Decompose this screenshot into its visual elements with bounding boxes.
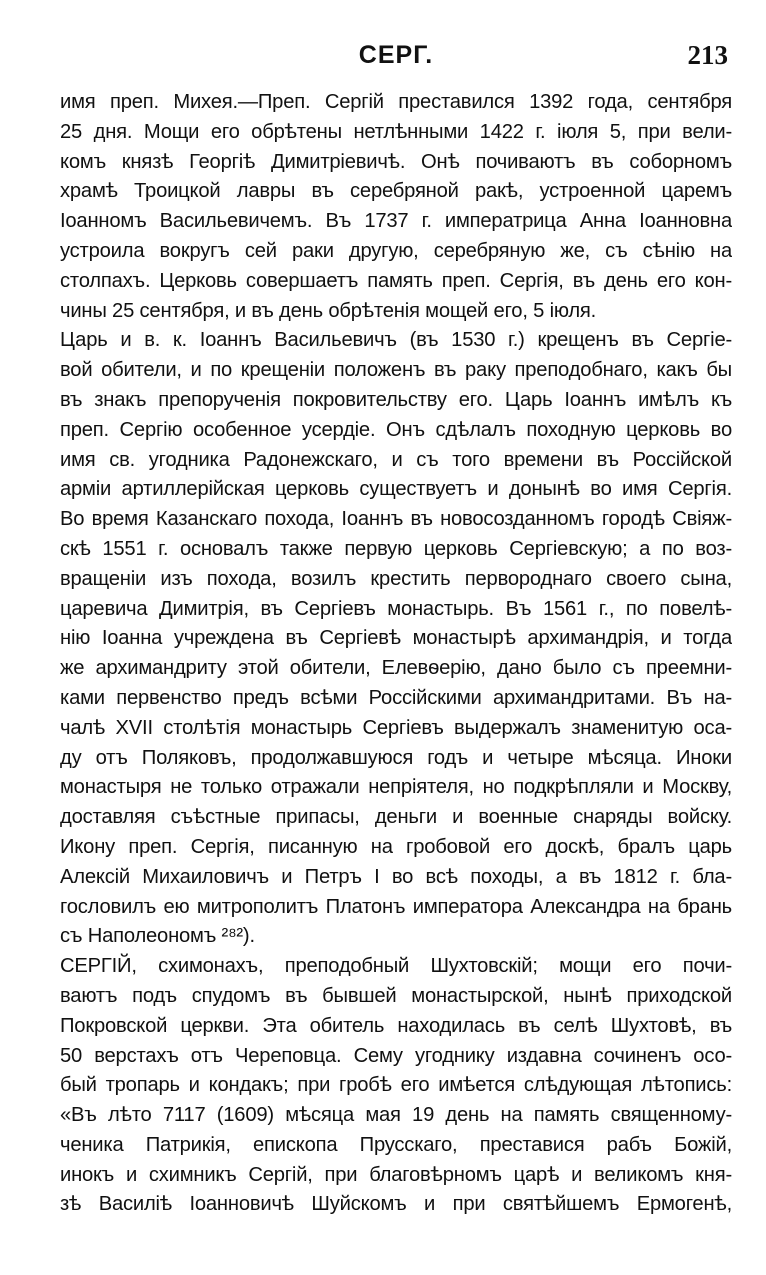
text-line: съ Наполеономъ ²⁸²). [60, 925, 255, 948]
text-line: ваютъ подъ спудомъ въ бывшей монастырской, нынѣ приходской [60, 984, 732, 1007]
text-line: имя св. угодника Радонежскаго, и съ того времени въ Россійской [60, 448, 732, 471]
text-line: скѣ 1551 г. основалъ также первую церковь Сергіевскую; а по воз- [60, 537, 732, 560]
text-line: устроила вокругъ сей раки другую, серебряную же, съ сѣнію на [60, 239, 732, 262]
running-head: СЕРГ. [358, 41, 434, 69]
text-line: Покровской церкви. Эта обитель находилась въ селѣ Шухтовѣ, въ [60, 1014, 732, 1037]
text-line: Икону преп. Сергія, писанную на гробовой его доскѣ, бралъ царь [60, 835, 732, 858]
text-line: доставляя съѣстные припасы, деньги и военные снаряды войску. [60, 806, 732, 829]
text-line: зѣ Василіѣ Іоанновичѣ Шуйскомъ и при святѣйшемъ Ермогенѣ, [60, 1193, 732, 1216]
text-line: ченика Патрикія, епископа Прусскаго, преставися рабъ Божій, [60, 1133, 732, 1156]
text-line: ками первенство предъ всѣми Россійскими архимандритами. Въ на- [60, 686, 732, 709]
text-line: преп. Сергію особенное усердіе. Онъ сдѣлалъ походную церковь во [60, 418, 732, 441]
text-line: 25 дня. Мощи его обрѣтены нетлѣнными 1422 г. іюля 5, при вели- [60, 120, 732, 143]
text-line: чалѣ XVII столѣтія монастырь Сергіевъ выдержалъ знаменитую оса- [60, 716, 732, 739]
text-line: чины 25 сентября, и въ день обрѣтенія мощей его, 5 іюля. [60, 299, 597, 322]
text-line: вой обители, и по крещеніи положенъ въ раку преподобнаго, какъ бы [60, 359, 732, 382]
text-line: гословилъ ею митрополитъ Платонъ императора Александра на брань [60, 895, 732, 918]
text-line: ду отъ Поляковъ, продолжавшуюся годъ и четыре мѣсяца. Иноки [60, 746, 732, 769]
text-line: Алексій Михаиловичъ и Петръ І во всѣ походы, а въ 1812 г. бла- [60, 865, 732, 888]
text-line: вращеніи изъ похода, возилъ крестить первороднаго своего сына, [60, 567, 732, 590]
text-line: Царь и в. к. Іоаннъ Васильевичъ (въ 1530 г.) крещенъ въ Сергіе- [60, 329, 732, 352]
text-line: столпахъ. Церковь совершаетъ память преп. Сергія, въ день его кон- [60, 269, 732, 292]
text-line: въ знакъ препорученія покровительству его. Царь Іоаннъ имѣлъ къ [60, 388, 732, 411]
text-line: инокъ и схимникъ Сергій, при благовѣрномъ царѣ и великомъ кня- [60, 1163, 732, 1186]
text-line: Во время Казанскаго похода, Іоаннъ въ новосозданномъ городѣ Свіяж- [60, 508, 732, 531]
page-header [60, 38, 732, 72]
text-line: монастыря не только отражали непріятеля, но подкрѣпляли и Москву, [60, 776, 732, 799]
text-line: царевича Димитрія, въ Сергіевъ монастырь. Въ 1561 г., по повелѣ- [60, 597, 732, 620]
text-line: же архимандриту этой обители, Елевѳерію, дано было съ преемни- [60, 657, 732, 680]
text-line: нію Іоанна учреждена въ Сергіевѣ монастырѣ архимандрія, и тогда [60, 627, 732, 650]
text-line: бый тропарь и кондакъ; при гробѣ его имѣется слѣдующая лѣтопись: [60, 1074, 732, 1097]
text-line: 50 верстахъ отъ Череповца. Сему угоднику издавна сочиненъ осо- [60, 1044, 732, 1067]
page-number: 213 [687, 40, 728, 70]
text-line: «Въ лѣто 7117 (1609) мѣсяца мая 19 день на память священному- [60, 1104, 732, 1127]
text-line: храмѣ Троицкой лавры въ серебряной ракѣ, устроенной царемъ [60, 180, 732, 203]
text-line: комъ князѣ Георгіѣ Димитріевичѣ. Онѣ почиваютъ въ соборномъ [60, 150, 732, 173]
body-text [60, 88, 732, 1220]
text-line: имя преп. Михея.—Преп. Сергій преставился 1392 года, сентября [60, 91, 732, 113]
text-line: Іоанномъ Васильевичемъ. Въ 1737 г. императрица Анна Іоанновна [60, 210, 732, 233]
text-line: арміи артиллерійская церковь существуетъ и донынѣ во имя Сергія. [60, 478, 732, 501]
text-line: СЕРГІЙ, схимонахъ, преподобный Шухтовскій; мощи его почи- [60, 955, 732, 978]
